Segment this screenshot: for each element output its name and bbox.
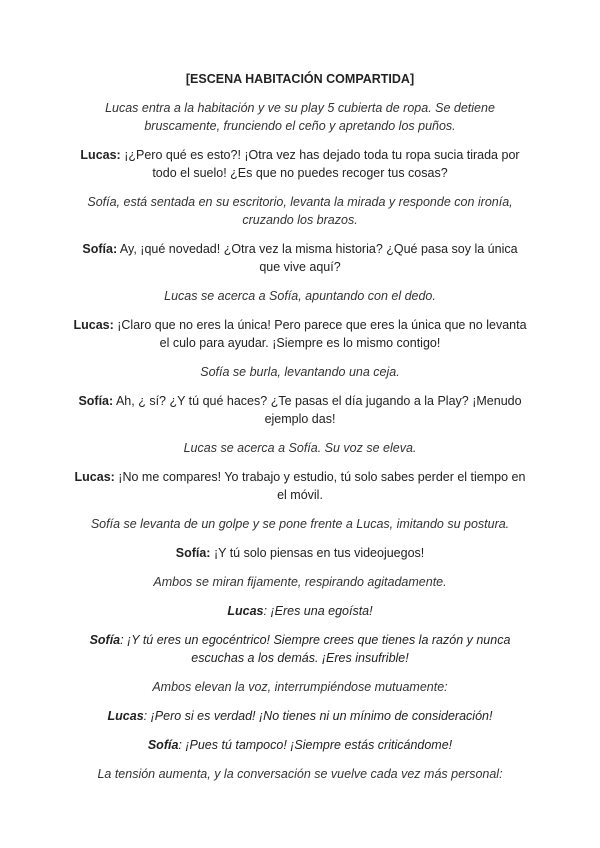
stage-direction: Ambos se miran fijamente, respirando agitadamente. — [153, 575, 447, 589]
speaker-name: Sofía — [147, 738, 179, 752]
speaker-name: Sofía: — [78, 394, 114, 408]
speaker-name: Lucas: — [80, 148, 121, 162]
dialogue-text: : ¡Y tú eres un egocéntrico! Siempre crees que tienes la razón y nunca escuchas a los demás. ¡Eres insufrible! — [120, 633, 511, 665]
scene-title: [ESCENA HABITACIÓN COMPARTIDA] — [185, 72, 415, 86]
dialogue-line — [72, 602, 528, 620]
dialogue-line — [72, 146, 528, 182]
dialogue-text: ¡No me compares! Yo trabajo y estudio, tú solo sabes perder el tiempo en el móvil. — [114, 470, 526, 502]
speaker-name: Lucas — [107, 709, 144, 723]
dialogue-text: Ah, ¿ sí? ¿Y tú qué haces? ¿Te pasas el día jugando a la Play? ¡Menudo ejemplo das! — [113, 394, 522, 426]
stage-direction: Sofía, está sentada en su escritorio, levanta la mirada y responde con ironía, cruzando los brazos. — [87, 195, 513, 227]
stage-direction: Lucas entra a la habitación y ve su play 5 cubierta de ropa. Se detiene bruscamente, frunciendo el ceño y apretando los puños. — [105, 101, 495, 133]
script-body — [72, 99, 528, 783]
dialogue-line — [72, 392, 528, 428]
stage-direction: Ambos elevan la voz, interrumpiéndose mutuamente: — [152, 680, 448, 694]
dialogue-text: : ¡Pero si es verdad! ¡No tienes ni un mínimo de consideración! — [143, 709, 493, 723]
speaker-name: Sofía — [89, 633, 121, 647]
dialogue-line — [72, 316, 528, 352]
dialogue-line — [72, 736, 528, 754]
stage-direction: Sofía se levanta de un golpe y se pone frente a Lucas, imitando su postura. — [90, 517, 510, 531]
dialogue-line — [72, 631, 528, 667]
speaker-name: Lucas: — [74, 470, 115, 484]
speaker-name: Sofía: — [82, 242, 118, 256]
dialogue-text: ¡Claro que no eres la única! Pero parece que eres la única que no levanta el culo para ayudar. ¡Siempre es lo mismo contigo! — [113, 318, 527, 350]
dialogue-text: : ¡Eres una egoísta! — [263, 604, 373, 618]
dialogue-text: Ay, ¡qué novedad! ¿Otra vez la misma historia? ¿Qué pasa soy la única que vive aquí? — [117, 242, 518, 274]
stage-direction: La tensión aumenta, y la conversación se vuelve cada vez más personal: — [97, 767, 503, 781]
dialogue-line — [72, 544, 528, 562]
dialogue-text: ¡Y tú solo piensas en tus videojuegos! — [210, 546, 425, 560]
dialogue-text: : ¡Pues tú tampoco! ¡Siempre estás criticándome! — [178, 738, 453, 752]
stage-direction: Lucas se acerca a Sofía. Su voz se eleva. — [183, 441, 417, 455]
dialogue-line — [72, 240, 528, 276]
dialogue-line — [72, 468, 528, 504]
stage-direction: Sofía se burla, levantando una ceja. — [200, 365, 400, 379]
speaker-name: Lucas: — [73, 318, 114, 332]
dialogue-text: ¡¿Pero qué es esto?! ¡Otra vez has dejado toda tu ropa sucia tirada por todo el suelo! ¿Es que no puedes recoger tus cosas? — [120, 148, 520, 180]
speaker-name: Sofía: — [175, 546, 211, 560]
stage-direction: Lucas se acerca a Sofía, apuntando con el dedo. — [164, 289, 436, 303]
speaker-name: Lucas — [227, 604, 264, 618]
dialogue-line — [72, 707, 528, 725]
